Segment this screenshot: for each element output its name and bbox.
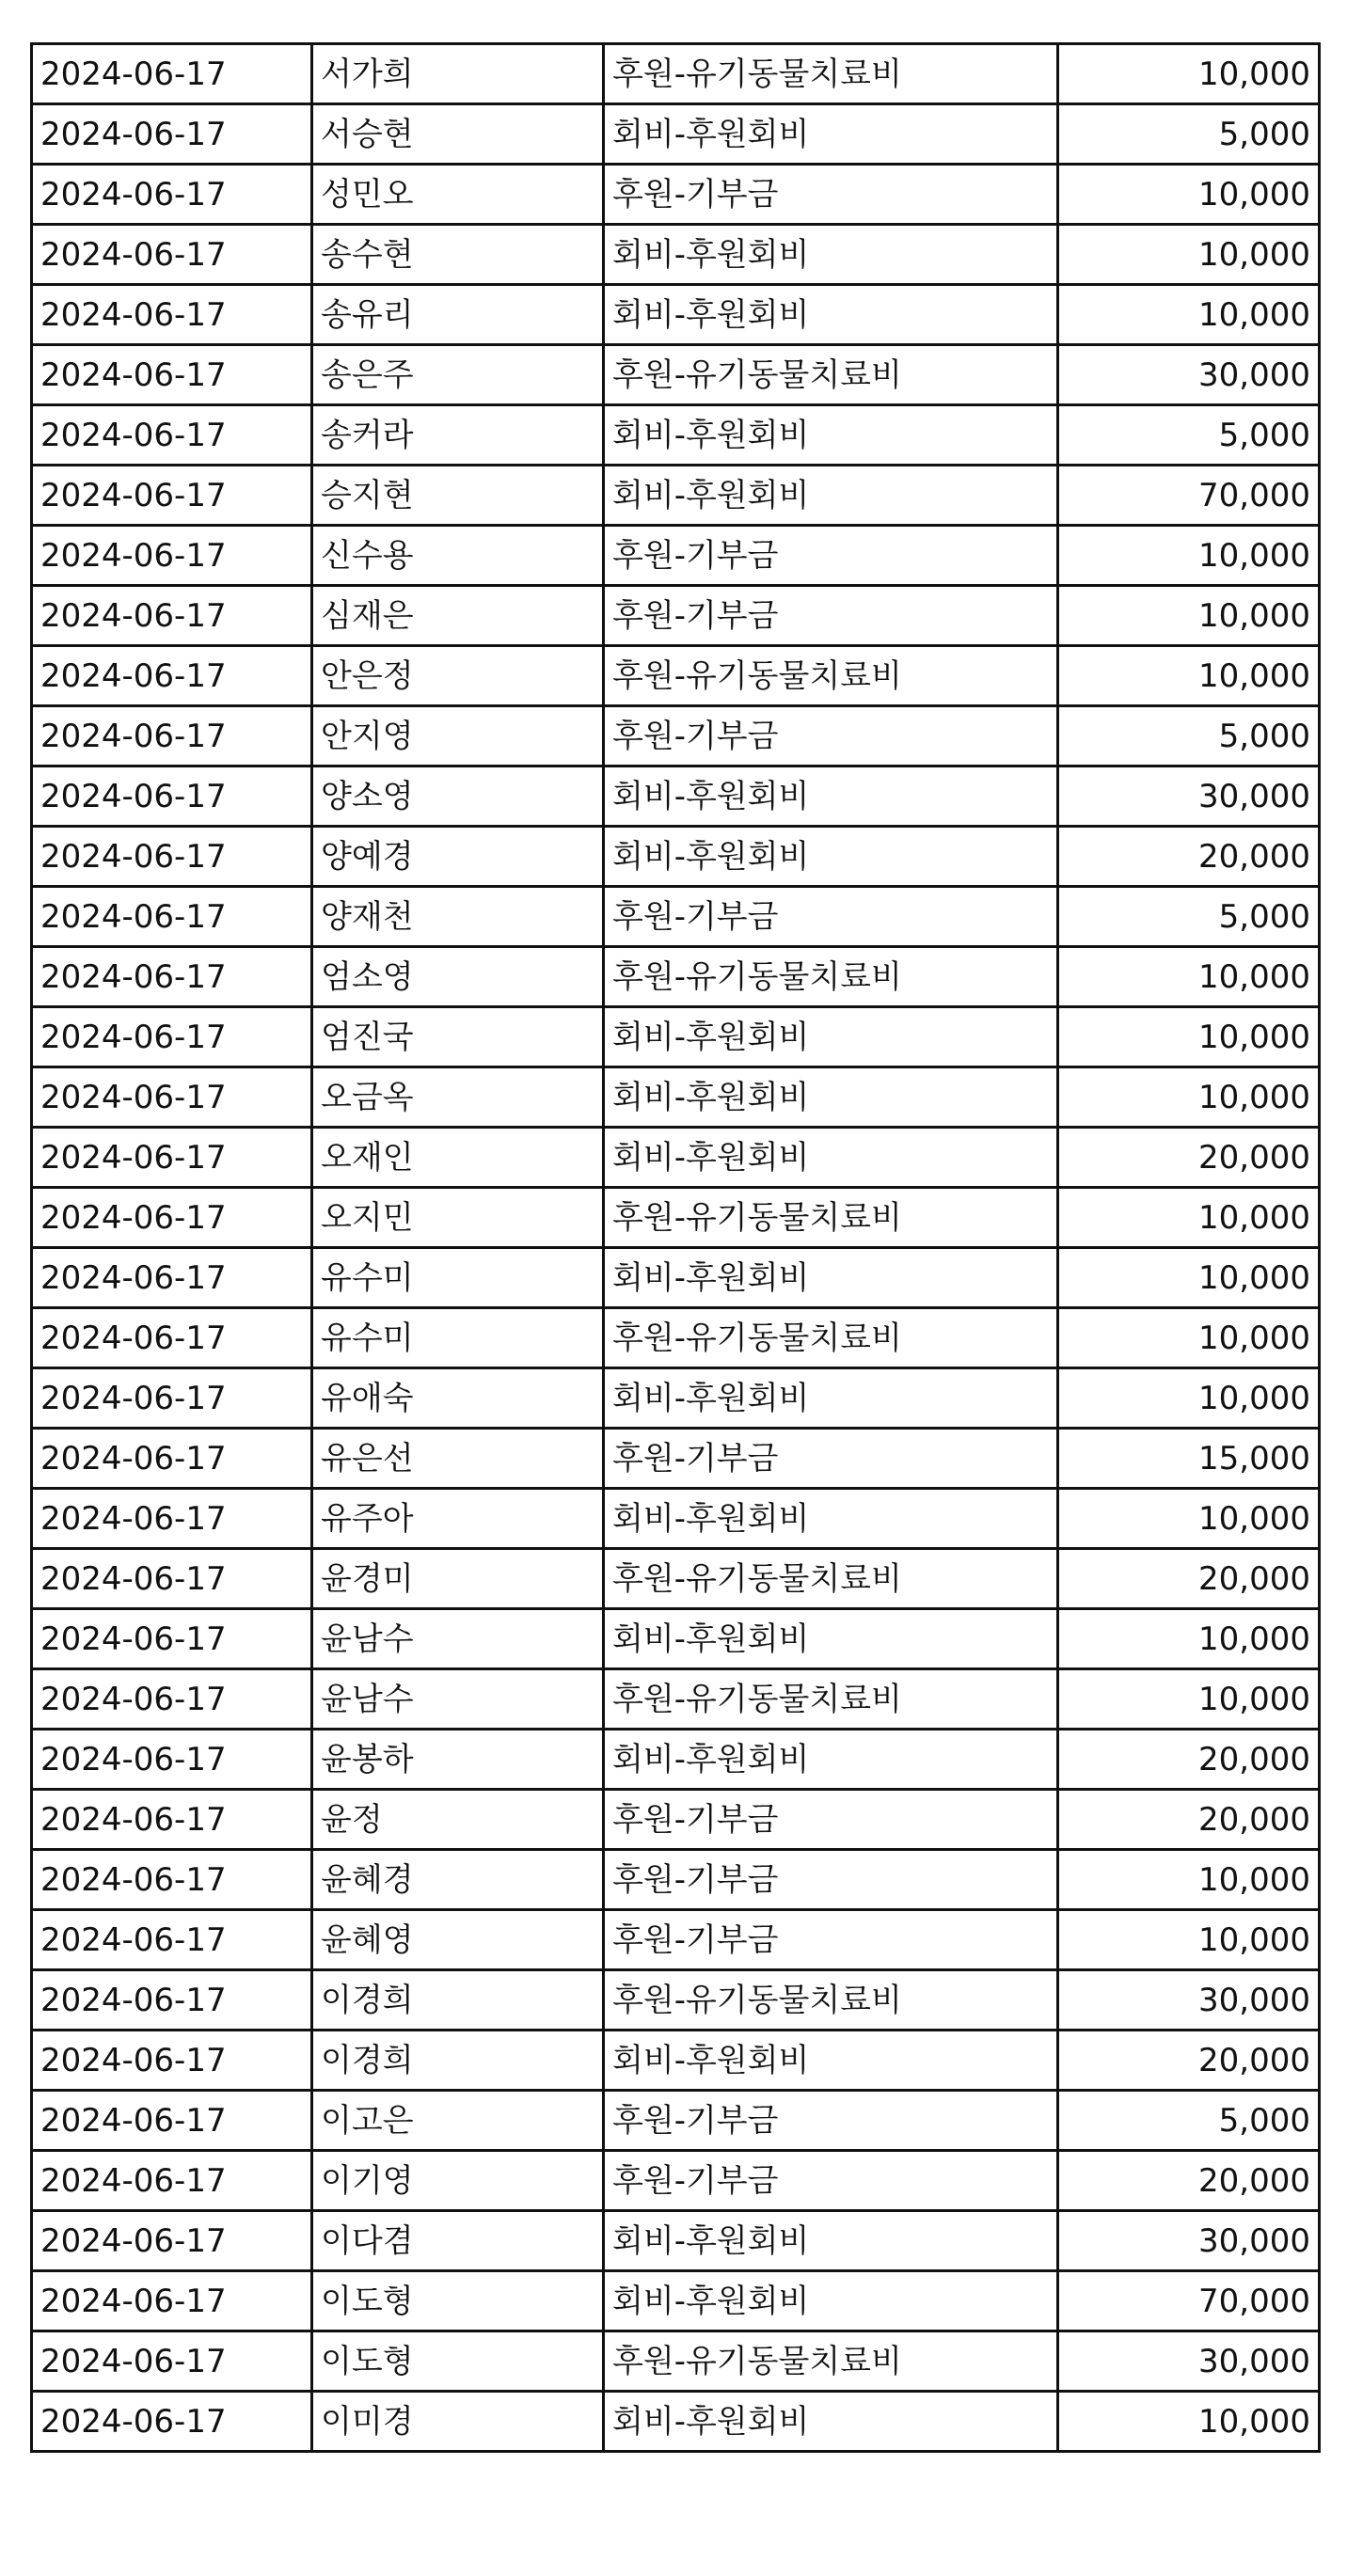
table-row: [32, 44, 1320, 104]
amount-cell: 20,000: [1058, 2151, 1320, 2211]
amount-cell: 20,000: [1058, 1730, 1320, 1790]
date-cell: 2024-06-17: [32, 1067, 312, 1128]
table-row: [32, 1549, 1320, 1609]
amount-cell: 20,000: [1058, 1549, 1320, 1609]
amount-cell: 10,000: [1058, 44, 1320, 104]
date-cell: 2024-06-17: [32, 1790, 312, 1850]
amount-cell: 10,000: [1058, 1007, 1320, 1067]
amount-cell: 5,000: [1058, 706, 1320, 766]
category-cell: 후원-유기동물치료비: [604, 646, 1058, 706]
date-cell: 2024-06-17: [32, 1970, 312, 2031]
donor-name-cell: 서승현: [312, 104, 604, 165]
date-cell: 2024-06-17: [32, 44, 312, 104]
amount-cell: 10,000: [1058, 1669, 1320, 1730]
donor-name-cell: 송은주: [312, 345, 604, 405]
amount-cell: 70,000: [1058, 466, 1320, 526]
amount-cell: 10,000: [1058, 947, 1320, 1007]
category-cell: 후원-유기동물치료비: [604, 1188, 1058, 1248]
table-row: [32, 1609, 1320, 1669]
donor-name-cell: 유은선: [312, 1429, 604, 1489]
amount-cell: 5,000: [1058, 104, 1320, 165]
amount-cell: 10,000: [1058, 1308, 1320, 1368]
amount-cell: 10,000: [1058, 1368, 1320, 1429]
category-cell: 회비-후원회비: [604, 1730, 1058, 1790]
donor-name-cell: 유애숙: [312, 1368, 604, 1429]
table-row: [32, 1669, 1320, 1730]
donor-name-cell: 이기영: [312, 2151, 604, 2211]
category-cell: 후원-기부금: [604, 2091, 1058, 2151]
category-cell: 후원-기부금: [604, 526, 1058, 586]
date-cell: 2024-06-17: [32, 1669, 312, 1730]
table-row: [32, 1308, 1320, 1368]
category-cell: 회비-후원회비: [604, 1489, 1058, 1549]
category-cell: 회비-후원회비: [604, 1007, 1058, 1067]
category-cell: 후원-기부금: [604, 586, 1058, 646]
amount-cell: 10,000: [1058, 586, 1320, 646]
amount-cell: 20,000: [1058, 2031, 1320, 2091]
category-cell: 회비-후원회비: [604, 285, 1058, 345]
amount-cell: 20,000: [1058, 827, 1320, 887]
date-cell: 2024-06-17: [32, 2151, 312, 2211]
amount-cell: 10,000: [1058, 1067, 1320, 1128]
date-cell: 2024-06-17: [32, 345, 312, 405]
amount-cell: 30,000: [1058, 345, 1320, 405]
donor-name-cell: 유수미: [312, 1308, 604, 1368]
donor-name-cell: 안지영: [312, 706, 604, 766]
table-row: [32, 345, 1320, 405]
date-cell: 2024-06-17: [32, 466, 312, 526]
amount-cell: 5,000: [1058, 405, 1320, 466]
date-cell: 2024-06-17: [32, 1429, 312, 1489]
amount-cell: 20,000: [1058, 1128, 1320, 1188]
donor-name-cell: 이경희: [312, 1970, 604, 2031]
table-row: [32, 1910, 1320, 1970]
category-cell: 후원-기부금: [604, 887, 1058, 947]
amount-cell: 30,000: [1058, 2331, 1320, 2392]
donor-name-cell: 오금옥: [312, 1067, 604, 1128]
table-row: [32, 1730, 1320, 1790]
category-cell: 회비-후원회비: [604, 466, 1058, 526]
donor-name-cell: 이다겸: [312, 2211, 604, 2271]
category-cell: 후원-유기동물치료비: [604, 44, 1058, 104]
category-cell: 회비-후원회비: [604, 1067, 1058, 1128]
date-cell: 2024-06-17: [32, 1188, 312, 1248]
table-row: [32, 2271, 1320, 2331]
category-cell: 회비-후원회비: [604, 1128, 1058, 1188]
date-cell: 2024-06-17: [32, 947, 312, 1007]
category-cell: 후원-유기동물치료비: [604, 1549, 1058, 1609]
category-cell: 후원-유기동물치료비: [604, 1308, 1058, 1368]
donor-name-cell: 송커라: [312, 405, 604, 466]
table-row: [32, 1248, 1320, 1308]
category-cell: 후원-기부금: [604, 1910, 1058, 1970]
table-row: [32, 1790, 1320, 1850]
category-cell: 회비-후원회비: [604, 2031, 1058, 2091]
date-cell: 2024-06-17: [32, 1609, 312, 1669]
amount-cell: 15,000: [1058, 1429, 1320, 1489]
donor-name-cell: 서가희: [312, 44, 604, 104]
amount-cell: 20,000: [1058, 1790, 1320, 1850]
table-row: [32, 405, 1320, 466]
amount-cell: 10,000: [1058, 1850, 1320, 1910]
amount-cell: 10,000: [1058, 1489, 1320, 1549]
donor-name-cell: 이도형: [312, 2331, 604, 2392]
category-cell: 회비-후원회비: [604, 405, 1058, 466]
amount-cell: 5,000: [1058, 887, 1320, 947]
category-cell: 회비-후원회비: [604, 2211, 1058, 2271]
date-cell: 2024-06-17: [32, 2211, 312, 2271]
donor-name-cell: 심재은: [312, 586, 604, 646]
category-cell: 회비-후원회비: [604, 225, 1058, 285]
date-cell: 2024-06-17: [32, 1489, 312, 1549]
amount-cell: 70,000: [1058, 2271, 1320, 2331]
table-row: [32, 1007, 1320, 1067]
donor-name-cell: 윤남수: [312, 1609, 604, 1669]
date-cell: 2024-06-17: [32, 526, 312, 586]
category-cell: 후원-기부금: [604, 706, 1058, 766]
amount-cell: 10,000: [1058, 165, 1320, 225]
table-row: [32, 285, 1320, 345]
table-row: [32, 766, 1320, 827]
donor-name-cell: 이경희: [312, 2031, 604, 2091]
table-row: [32, 586, 1320, 646]
donor-name-cell: 송수현: [312, 225, 604, 285]
date-cell: 2024-06-17: [32, 1368, 312, 1429]
donor-name-cell: 승지현: [312, 466, 604, 526]
amount-cell: 30,000: [1058, 2211, 1320, 2271]
donor-name-cell: 성민오: [312, 165, 604, 225]
date-cell: 2024-06-17: [32, 646, 312, 706]
donor-name-cell: 엄진국: [312, 1007, 604, 1067]
date-cell: 2024-06-17: [32, 1248, 312, 1308]
date-cell: 2024-06-17: [32, 706, 312, 766]
category-cell: 회비-후원회비: [604, 827, 1058, 887]
table-row: [32, 1368, 1320, 1429]
category-cell: 후원-유기동물치료비: [604, 947, 1058, 1007]
date-cell: 2024-06-17: [32, 887, 312, 947]
amount-cell: 30,000: [1058, 766, 1320, 827]
date-cell: 2024-06-17: [32, 766, 312, 827]
date-cell: 2024-06-17: [32, 2091, 312, 2151]
table-row: [32, 2331, 1320, 2392]
donor-name-cell: 유수미: [312, 1248, 604, 1308]
category-cell: 후원-기부금: [604, 2151, 1058, 2211]
amount-cell: 10,000: [1058, 1910, 1320, 1970]
category-cell: 후원-기부금: [604, 1429, 1058, 1489]
table-row: [32, 225, 1320, 285]
donor-name-cell: 이미경: [312, 2392, 604, 2452]
table-row: [32, 165, 1320, 225]
date-cell: 2024-06-17: [32, 586, 312, 646]
amount-cell: 30,000: [1058, 1970, 1320, 2031]
table-row: [32, 2392, 1320, 2452]
category-cell: 회비-후원회비: [604, 766, 1058, 827]
donor-name-cell: 유주아: [312, 1489, 604, 1549]
date-cell: 2024-06-17: [32, 2271, 312, 2331]
category-cell: 후원-기부금: [604, 1790, 1058, 1850]
date-cell: 2024-06-17: [32, 2331, 312, 2392]
table-row: [32, 947, 1320, 1007]
donor-name-cell: 신수용: [312, 526, 604, 586]
date-cell: 2024-06-17: [32, 1128, 312, 1188]
table-row: [32, 2151, 1320, 2211]
date-cell: 2024-06-17: [32, 1549, 312, 1609]
category-cell: 후원-유기동물치료비: [604, 1669, 1058, 1730]
category-cell: 회비-후원회비: [604, 2271, 1058, 2331]
table-row: [32, 2091, 1320, 2151]
donor-name-cell: 윤남수: [312, 1669, 604, 1730]
donor-name-cell: 이고은: [312, 2091, 604, 2151]
table-row: [32, 887, 1320, 947]
donor-name-cell: 윤정: [312, 1790, 604, 1850]
category-cell: 후원-유기동물치료비: [604, 1970, 1058, 2031]
donor-name-cell: 오지민: [312, 1188, 604, 1248]
table-row: [32, 526, 1320, 586]
donor-name-cell: 안은정: [312, 646, 604, 706]
date-cell: 2024-06-17: [32, 1308, 312, 1368]
donor-name-cell: 양재천: [312, 887, 604, 947]
amount-cell: 10,000: [1058, 1188, 1320, 1248]
table-row: [32, 2211, 1320, 2271]
table-row: [32, 646, 1320, 706]
donor-name-cell: 윤봉하: [312, 1730, 604, 1790]
amount-cell: 10,000: [1058, 225, 1320, 285]
table-row: [32, 1067, 1320, 1128]
donor-name-cell: 양예경: [312, 827, 604, 887]
table-row: [32, 466, 1320, 526]
table-row: [32, 104, 1320, 165]
donor-name-cell: 이도형: [312, 2271, 604, 2331]
amount-cell: 10,000: [1058, 285, 1320, 345]
category-cell: 회비-후원회비: [604, 2392, 1058, 2452]
amount-cell: 10,000: [1058, 526, 1320, 586]
table-row: [32, 1970, 1320, 2031]
date-cell: 2024-06-17: [32, 405, 312, 466]
category-cell: 회비-후원회비: [604, 1609, 1058, 1669]
date-cell: 2024-06-17: [32, 1850, 312, 1910]
amount-cell: 10,000: [1058, 646, 1320, 706]
donor-name-cell: 윤경미: [312, 1549, 604, 1609]
category-cell: 회비-후원회비: [604, 104, 1058, 165]
table-row: [32, 1429, 1320, 1489]
table-row: [32, 1489, 1320, 1549]
donor-name-cell: 오재인: [312, 1128, 604, 1188]
date-cell: 2024-06-17: [32, 1007, 312, 1067]
table-row: [32, 706, 1320, 766]
date-cell: 2024-06-17: [32, 2031, 312, 2091]
category-cell: 회비-후원회비: [604, 1248, 1058, 1308]
table-row: [32, 827, 1320, 887]
donor-name-cell: 송유리: [312, 285, 604, 345]
donor-name-cell: 양소영: [312, 766, 604, 827]
table-row: [32, 2031, 1320, 2091]
category-cell: 후원-기부금: [604, 1850, 1058, 1910]
date-cell: 2024-06-17: [32, 165, 312, 225]
donor-name-cell: 윤혜경: [312, 1850, 604, 1910]
date-cell: 2024-06-17: [32, 2392, 312, 2452]
category-cell: 후원-유기동물치료비: [604, 345, 1058, 405]
amount-cell: 10,000: [1058, 2392, 1320, 2452]
date-cell: 2024-06-17: [32, 104, 312, 165]
date-cell: 2024-06-17: [32, 1910, 312, 1970]
table-row: [32, 1850, 1320, 1910]
amount-cell: 5,000: [1058, 2091, 1320, 2151]
category-cell: 후원-유기동물치료비: [604, 2331, 1058, 2392]
ledger-table-body: [32, 44, 1320, 2452]
donor-name-cell: 윤혜영: [312, 1910, 604, 1970]
table-row: [32, 1128, 1320, 1188]
date-cell: 2024-06-17: [32, 225, 312, 285]
donor-name-cell: 엄소영: [312, 947, 604, 1007]
donation-ledger-table: [30, 42, 1321, 2453]
table-row: [32, 1188, 1320, 1248]
category-cell: 후원-기부금: [604, 165, 1058, 225]
amount-cell: 10,000: [1058, 1609, 1320, 1669]
date-cell: 2024-06-17: [32, 285, 312, 345]
amount-cell: 10,000: [1058, 1248, 1320, 1308]
date-cell: 2024-06-17: [32, 1730, 312, 1790]
category-cell: 회비-후원회비: [604, 1368, 1058, 1429]
date-cell: 2024-06-17: [32, 827, 312, 887]
